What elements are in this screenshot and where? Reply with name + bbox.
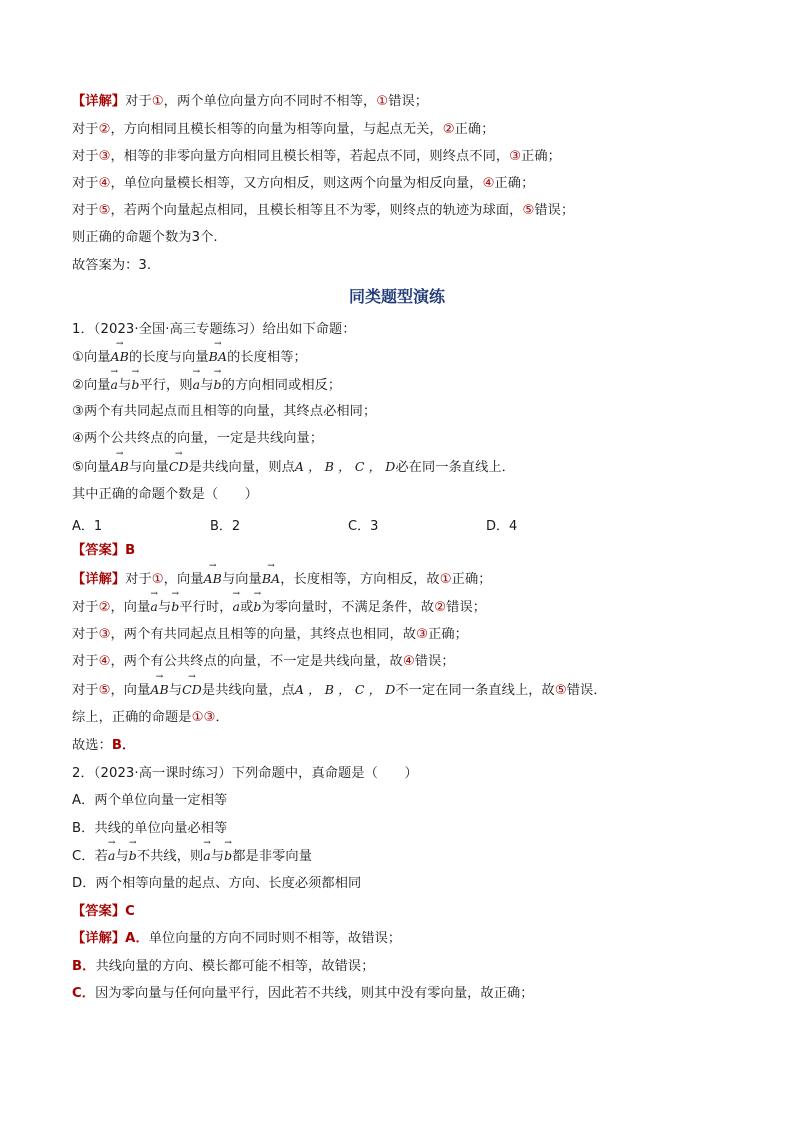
q1-detail-4: 对于④，两个有公共终点的向量，不一定是共线向量，故④错误； (72, 654, 455, 669)
q2-detail-c: C．因为零向量与任何向量平行，因此若不共线，则其中没有零向量，故正确； (72, 986, 534, 1001)
q1-detail-3: 对于③，两个有共同起点且相等的向量，其终点也相同，故③正确； (72, 627, 468, 642)
q2-answer: 【答案】C (72, 904, 135, 919)
q1-answer: 【答案】B (72, 543, 136, 558)
q1-option-c: C．3 (348, 519, 379, 534)
q1-choose: 故选：B． (72, 738, 136, 753)
detail-line-2: 对于②，方向相同且模长相等的向量为相等向量，与起点无关，②正确； (72, 122, 495, 137)
q2-option-a: A．两个单位向量一定相等 (72, 793, 228, 808)
detail-line-6: 则正确的命题个数为3个. (72, 230, 218, 245)
vector-ab: → AB (111, 349, 129, 364)
q1-detail-1: 【详解】对于①，向量→ AB与向量→ BA，长度相等，方向相反，故①正确； (72, 569, 492, 590)
vector-ba: → BA (209, 349, 227, 364)
q1-prop-5: ⑤向量→ AB与向量→ CD是共线向量，则点A ， B ， C ， D必在同一条直线上． (72, 457, 515, 478)
q1-detail-2: 对于②，向量→ a与→ b平行时，→ a或→ b为零向量时，不满足条件，故②错误； (72, 597, 486, 618)
detail-line-7: 故答案为：3. (72, 258, 152, 273)
q1-prop-4: ④两个公共终点的向量，一定是共线向量； (72, 431, 324, 446)
q2-stem: 2．（2023·高一课时练习）下列命题中，真命题是（ ） (72, 766, 418, 781)
q2-option-c: C．若→ a与→ b不共线，则→ a与→ b都是非零向量 (72, 846, 312, 867)
q1-options (72, 515, 722, 535)
q1-option-d: D．4 (486, 519, 518, 534)
detail-line-3: 对于③，相等的非零向量方向相同且模长相等，若起点不同，则终点不同，③正确； (72, 149, 561, 164)
q1-summary: 综上，正确的命题是①③． (72, 710, 229, 725)
section-title: 同类题型演练 (348, 287, 445, 306)
q1-prop-3: ③两个有共同起点而且相等的向量，其终点必相同； (72, 404, 377, 419)
q2-option-b: B．共线的单位向量必相等 (72, 821, 228, 836)
q1-detail-5: 对于⑤，向量→ AB与→ CD是共线向量，点A ， B ， C ， D不一定在同一条直线上，故⑤错误． (72, 680, 607, 701)
q2-detail-b: B．共线向量的方向、模长都可能不相等，故错误； (72, 959, 375, 974)
detail-line-4: 对于④，单位向量模长相等，又方向相反，则这两个向量为相反向量，④正确； (72, 176, 535, 191)
q1-ask: 其中正确的命题个数是（ ） (72, 487, 259, 502)
q1-prop-1: ①向量→ AB的长度与向量→ BA的长度相等； (72, 347, 307, 368)
q1-option-b: B．2 (210, 519, 241, 534)
q1-prop-2: ②向量→ a与→ b平行，则→ a与→ b的方向相同或相反； (72, 375, 341, 396)
detail-tag: 【详解】 (72, 94, 126, 109)
detail-line-1: 【详解】对于①，两个单位向量方向不同时不相等，①错误； (72, 94, 429, 109)
q1-option-a: A．1 (72, 519, 103, 534)
q2-detail-a: 【详解】A．单位向量的方向不同时则不相等，故错误； (72, 931, 402, 946)
detail-line-5: 对于⑤，若两个向量起点相同，且模长相等且不为零，则终点的轨迹为球面，⑤错误； (72, 203, 575, 218)
q2-option-d: D．两个相等向量的起点、方向、长度必须都相同 (72, 876, 362, 891)
q1-stem: 1．（2023·全国·高三专题练习）给出如下命题： (72, 322, 356, 337)
